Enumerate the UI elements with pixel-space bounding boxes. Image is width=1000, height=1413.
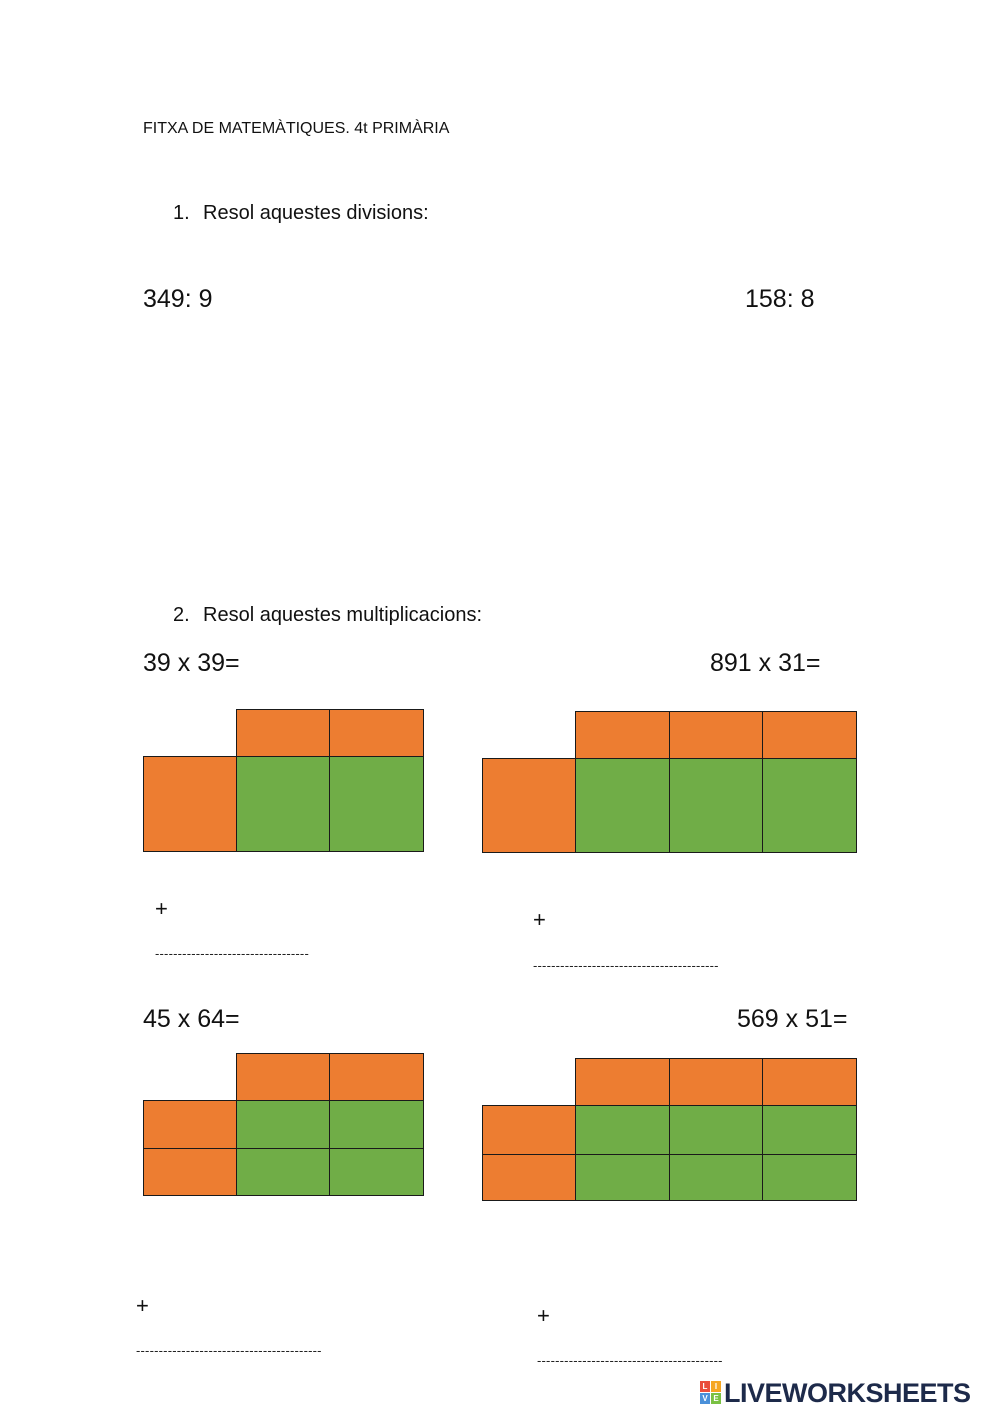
grid-cell-header[interactable] — [669, 711, 763, 759]
question-2 — [173, 604, 482, 627]
question-1-number: 1. — [173, 202, 190, 224]
grid-cell-product[interactable] — [575, 1105, 670, 1155]
logo-badge-e: E — [711, 1393, 721, 1404]
grid-cell-product[interactable] — [762, 1154, 857, 1201]
grid-cell-product[interactable] — [669, 1105, 763, 1155]
grid-cell-side[interactable] — [143, 1100, 237, 1149]
plus-sign-1: + — [155, 896, 168, 921]
grid-cell-header[interactable] — [329, 709, 424, 757]
question-2-label: Resol aquestes multiplicacions: — [203, 604, 483, 626]
grid-cell-header[interactable] — [762, 1058, 857, 1106]
plus-sign-4: + — [537, 1303, 550, 1328]
plus-sign-3: + — [136, 1293, 149, 1318]
worksheet-title: FITXA DE MATEMÀTIQUES. 4t PRIMÀRIA — [143, 120, 450, 137]
grid-cell-header[interactable] — [669, 1058, 763, 1106]
logo-badge-icon — [700, 1381, 722, 1405]
plus-sign-2: + — [533, 907, 546, 932]
logo-badge-v: V — [700, 1393, 710, 1404]
multiplication-3: 45 x 64= — [143, 1005, 240, 1033]
grid-cell-product[interactable] — [575, 1154, 670, 1201]
grid-cell-header[interactable] — [762, 711, 857, 759]
logo-badge-l: L — [700, 1381, 710, 1392]
logo-badge-i: I — [711, 1381, 721, 1392]
grid-cell-side[interactable] — [482, 758, 576, 853]
grid-cell-header[interactable] — [575, 711, 670, 759]
grid-cell-product[interactable] — [762, 1105, 857, 1155]
answer-line-4[interactable]: ----------------------------------------- — [537, 1353, 723, 1368]
grid-cell-product[interactable] — [669, 1154, 763, 1201]
grid-cell-product[interactable] — [236, 1100, 330, 1149]
grid-cell-product[interactable] — [762, 758, 857, 853]
multiplication-2: 891 x 31= — [710, 649, 821, 677]
grid-cell-side[interactable] — [482, 1154, 576, 1201]
division-2: 158: 8 — [745, 285, 815, 313]
grid-cell-product[interactable] — [575, 758, 670, 853]
logo-text: LIVEWORKSHEETS — [724, 1378, 971, 1408]
question-1-label: Resol aquestes divisions: — [203, 202, 429, 224]
grid-cell-product[interactable] — [329, 1100, 424, 1149]
question-1 — [173, 202, 429, 225]
multiplication-4: 569 x 51= — [737, 1005, 848, 1033]
grid-cell-product[interactable] — [329, 1148, 424, 1196]
question-2-number: 2. — [173, 604, 190, 626]
grid-cell-product[interactable] — [236, 1148, 330, 1196]
multiplication-1: 39 x 39= — [143, 649, 240, 677]
grid-cell-product[interactable] — [236, 756, 330, 852]
answer-line-3[interactable]: ----------------------------------------- — [136, 1343, 322, 1358]
answer-line-1[interactable]: ---------------------------------- — [155, 946, 309, 961]
grid-cell-header[interactable] — [575, 1058, 670, 1106]
grid-cell-product[interactable] — [669, 758, 763, 853]
grid-cell-side[interactable] — [143, 756, 237, 852]
grid-cell-header[interactable] — [329, 1053, 424, 1101]
grid-cell-header[interactable] — [236, 709, 330, 757]
grid-cell-product[interactable] — [329, 756, 424, 852]
division-1: 349: 9 — [143, 285, 213, 313]
grid-cell-side[interactable] — [143, 1148, 237, 1196]
answer-line-2[interactable]: ----------------------------------------- — [533, 958, 719, 973]
grid-cell-side[interactable] — [482, 1105, 576, 1155]
grid-cell-header[interactable] — [236, 1053, 330, 1101]
